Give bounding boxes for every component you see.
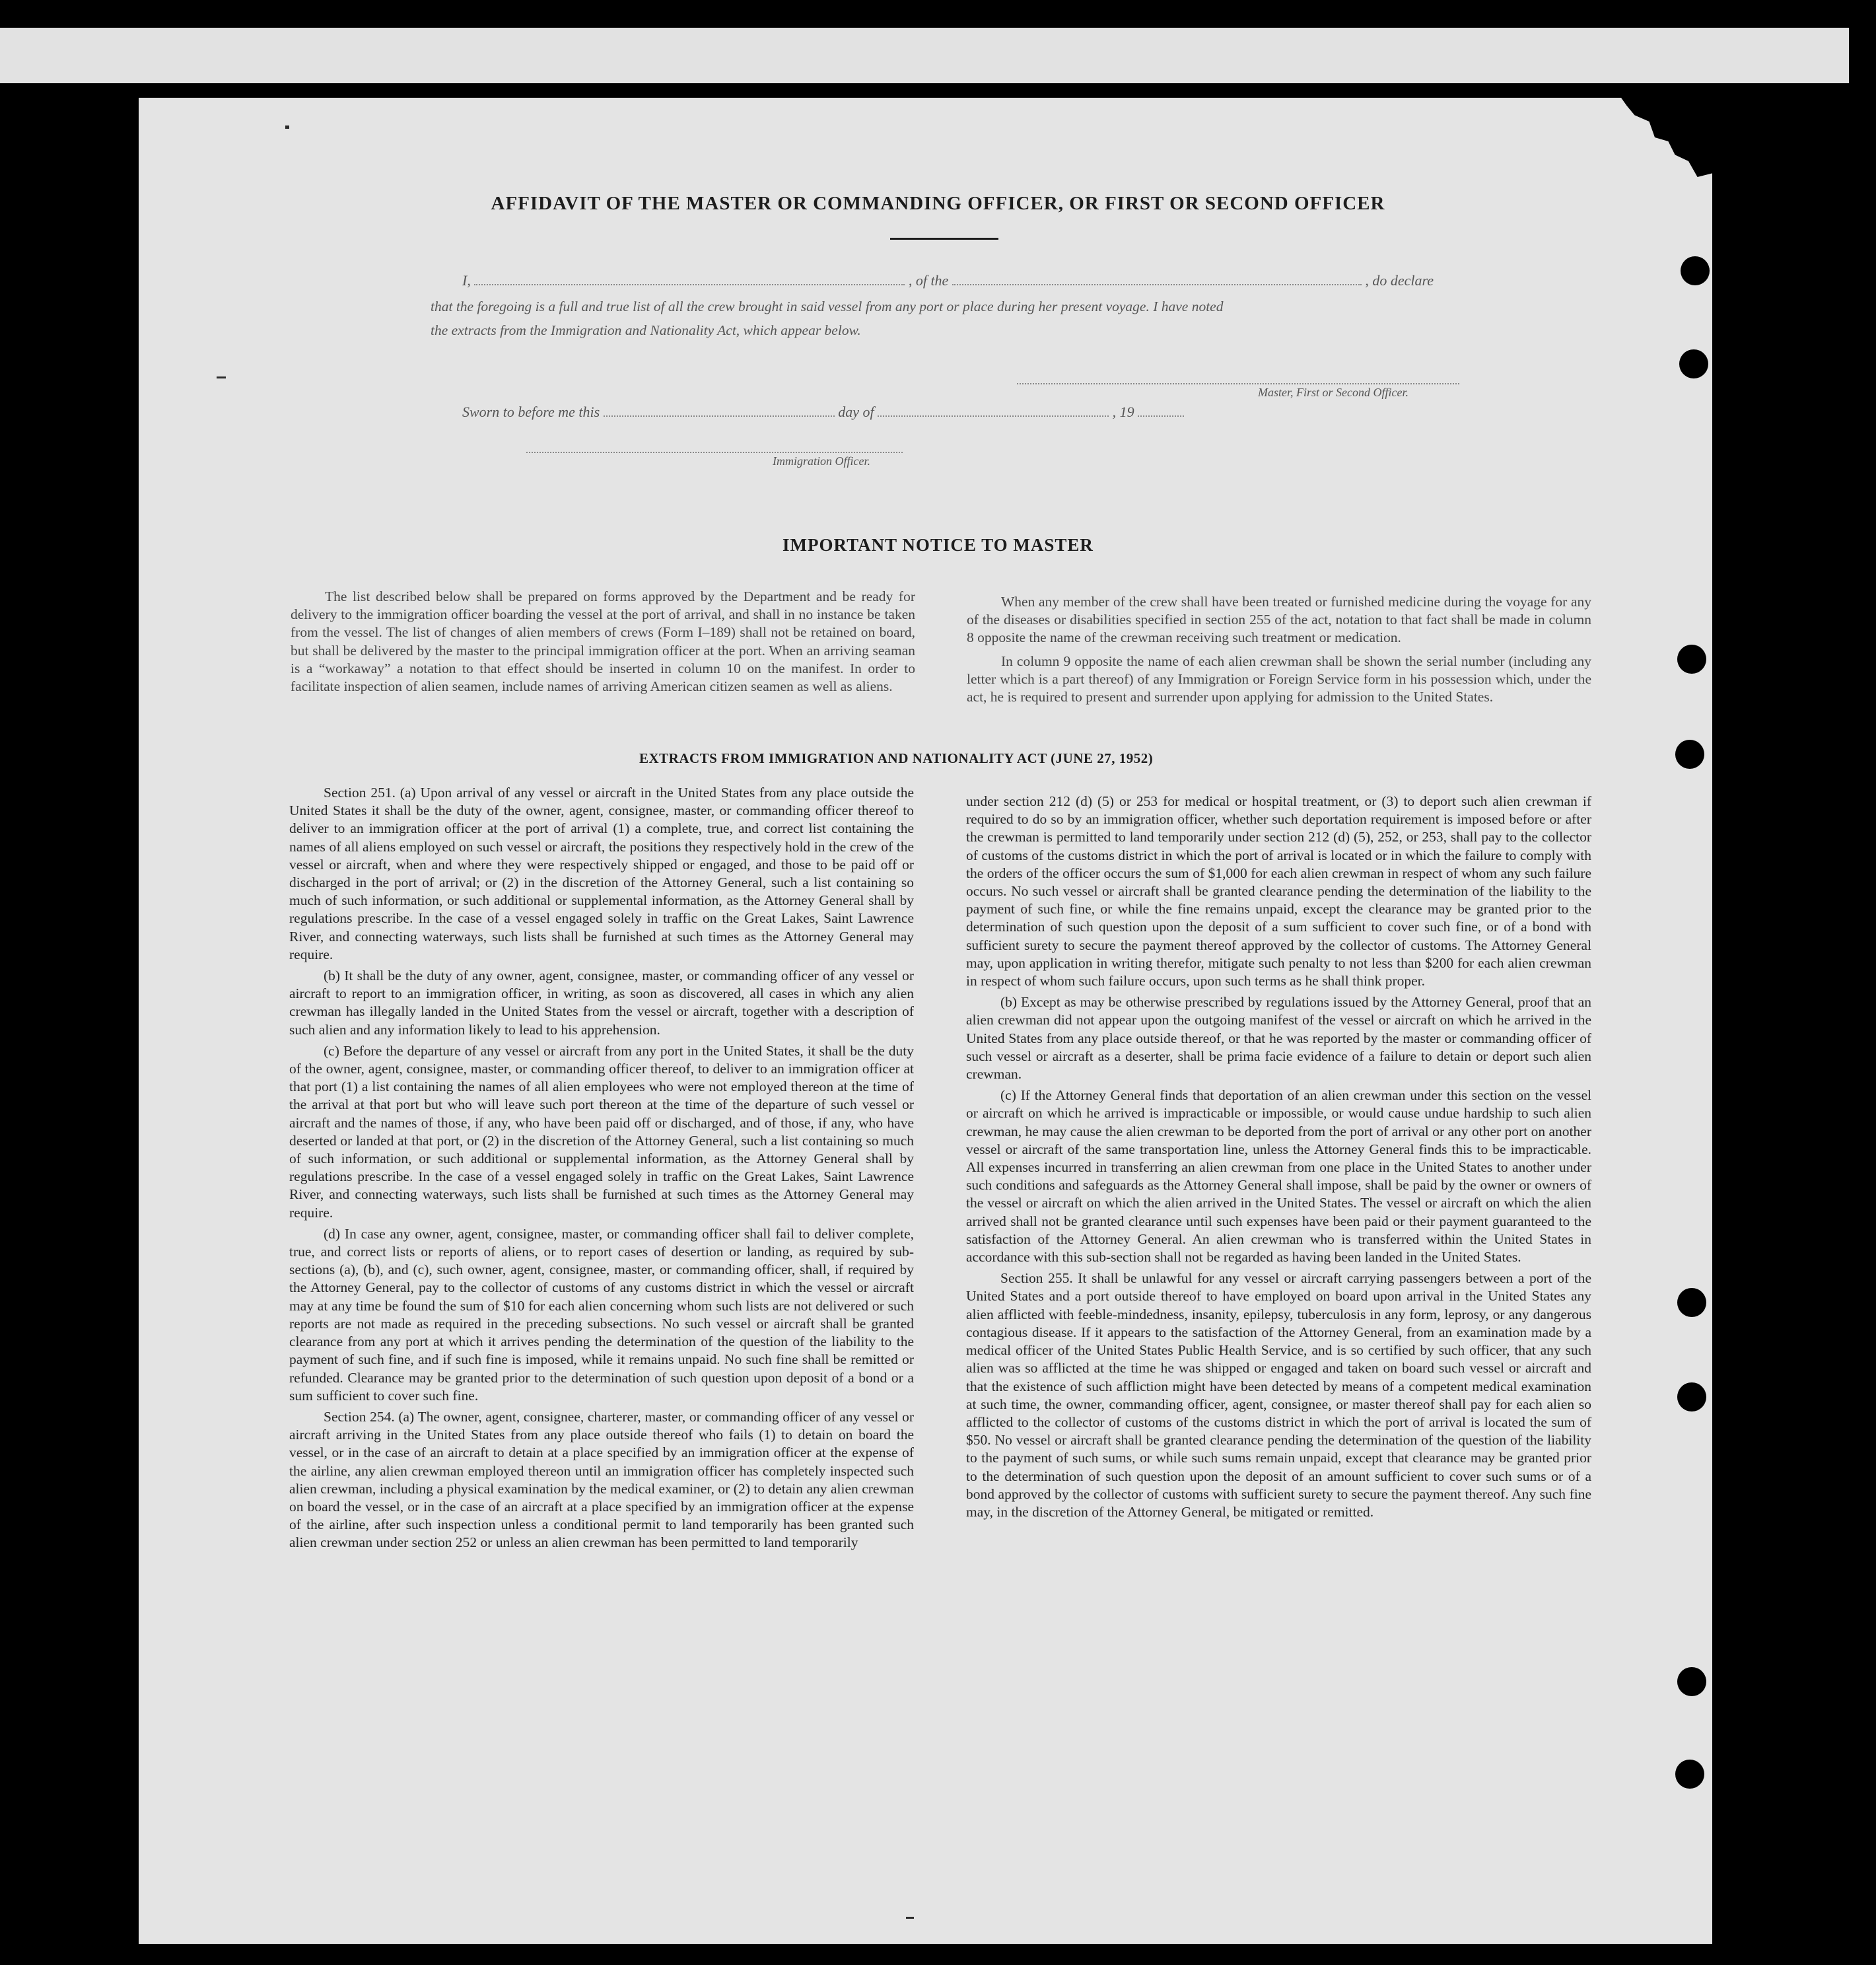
- extracts-left-column: [289, 784, 914, 1555]
- extracts-right-column: [966, 793, 1591, 1524]
- extracts-title: EXTRACTS FROM IMMIGRATION AND NATIONALITY ACT (JUNE 27, 1952): [639, 750, 1154, 766]
- binder-hole: [1675, 1760, 1704, 1789]
- declaration-body-1: that the foregoing is a full and true list of all the crew brought in said vessel from any port or place during her present voyage. I have noted: [431, 299, 1224, 314]
- section-paragraph: Section 255. It shall be unlawful for any vessel or aircraft carrying passengers between a port of the United States and a port outside thereof to have employed on board upon arrival in the United States any alien afflicted with feeble-mindedness, insanity, epilepsy, tuberculosis in any form, leprosy, or any dangerous contagious disease. If it appears to the satisfaction of the Attorney General, from an examination made by a medical officer of the United States Public Health Service, and is so certified by such officer, that any such alien was so afflicted at the time he was shipped or engaged and taken on board such vessel or aircraft and that the existence of such affliction might have been detected by means of a competent medical examination at such time, the owner, commanding officer, agent, consignee, or master thereof shall pay for each alien so afflicted to the collector of customs of the customs district in which the port of arrival is located the sum of $50. No vessel or aircraft shall be granted clearance pending the determination of the question of the liability to the payment of such sums, or while such sums remain unpaid, except that clearance may be granted prior to the determination of such question upon the deposit of an amount sufficient to cover such sums or of a bond approved by the collector of customs with sufficient surety to secure the payment thereof. Any such fine may, in the discretion of the Attorney General, be mitigated or remitted.: [966, 1270, 1591, 1520]
- notice-left-column: [291, 588, 915, 699]
- notice-paragraph: When any member of the crew shall have been treated or furnished medicine during the voyage for any of the diseases or disabilities specified in section 255 of the act, notation to that fact shall be made in column 8 opposite the name of the crewman receiving such treatment or medication.: [967, 594, 1591, 646]
- section-paragraph: (b) It shall be the duty of any owner, agent, consignee, master, or commanding officer of any vessel or aircraft to report to an immigration officer, in writing, as soon as discovered, all cases in which any alien crewman has illegally landed in the United States from the vessel or aircraft, together with a description of such alien and any information likely to lead to his apprehension.: [289, 968, 914, 1038]
- section-paragraph: (c) If the Attorney General finds that deportation of an alien crewman under this section on the vessel or aircraft on which he arrived is impracticable or impossible, or would cause undue hardship to such alien crewman, he may cause the alien crewman to be deported from the port of arrival or any other port on another vessel or aircraft of the same transportation line, unless the Attorney General finds this to be impracticable. All expenses incurred in transferring an alien crewman from one place in the United States to another under such conditions and safeguards as the Attorney General shall impose, shall be paid by the owner or owners of the vessel or aircraft on which the alien arrived in the United States. The vessel or aircraft on which the alien arrived shall not be granted clearance until such expenses have been paid or their payment guaranteed to the satisfaction of the Attorney General. An alien crewman who is transferred within the United States in accordance with this sub-section shall not be regarded as having been landed in the United States.: [966, 1087, 1591, 1266]
- section-paragraph: Section 251. (a) Upon arrival of any vessel or aircraft in the United States from any place outside the United States it shall be the duty of the owner, agent, consignee, master, or commanding officer thereof to deliver to an immigration officer at the port of arrival (1) a complete, true, and correct list containing the names of all aliens employed on such vessel or aircraft, the positions they respectively hold in the crew of the vessel or aircraft, when and where they were respectively shipped or engaged, and those to be paid off or discharged in the port of arrival; or (2) in the discretion of the Attorney General, such a list containing so much of such information, or such additional or supplemental information, as the Attorney General shall by regulations prescribe. In the case of a vessel engaged solely in traffic on the Great Lakes, Saint Lawrence River, and connecting waterways, such lists shall be furnished at such times as the Attorney General may require.: [289, 785, 914, 962]
- binder-hole: [1675, 740, 1704, 769]
- sworn-line: [462, 404, 1184, 421]
- notice-title: IMPORTANT NOTICE TO MASTER: [782, 535, 1094, 555]
- master-signature-line[interactable]: [1017, 383, 1459, 384]
- officer-signature-line[interactable]: [526, 452, 903, 453]
- binder-hole: [1677, 645, 1706, 674]
- day-of-label: day of: [838, 404, 874, 420]
- i-label: I,: [462, 272, 471, 289]
- sworn-year-field[interactable]: [1138, 404, 1184, 417]
- sworn-label: Sworn to before me this: [462, 404, 600, 420]
- officer-caption: Immigration Officer.: [773, 454, 870, 468]
- notice-paragraph: In column 9 opposite the name of each alien crewman shall be shown the serial number (including any letter which is a part thereof) of any Immigration or Foreign Service form in his possession which, under the act, he is required to present and surrender upon applying for admission to the United States.: [967, 653, 1591, 705]
- top-film-strip: [0, 28, 1849, 83]
- binder-hole: [1679, 349, 1708, 378]
- binder-hole: [1677, 1667, 1706, 1696]
- year-label: , 19: [1112, 404, 1134, 420]
- scan-speck: [285, 125, 289, 129]
- section-paragraph: (d) In case any owner, agent, consignee, master, or commanding officer shall fail to deliver complete, true, and correct lists or reports of aliens, or to report cases of desertion or landing, as required by sub-sections (a), (b), and (c), such owner, agent, consignee, master, or commanding officer, shall, if required by the Attorney General, pay to the collector of customs of any customs district in which the vessel or aircraft may at any time be found the sum of $10 for each alien concerning whom such lists are not delivered or such reports are not made as required in the preceding subsections. No such vessel or aircraft shall be granted clearance from any port at which it arrives pending the determination of the question of the liability to the payment of such fine, and if such fine is imposed, while it remains unpaid. No such fine shall be remitted or refunded. Clearance may be granted prior to the determination of such question upon deposit of a bond or a sum sufficient to cover such fine.: [289, 1225, 914, 1404]
- binder-hole: [1681, 256, 1710, 285]
- section-paragraph: (b) Except as may be otherwise prescribed by regulations issued by the Attorney General, proof that an alien crewman did not appear upon the outgoing manifest of the vessel or aircraft on which he arrived in the United States from any place outside thereof, or that he was reported by the master or commanding officer of such vessel or aircraft as a deserter, shall be prima facie evidence of a failure to detain or deport such alien crewman.: [966, 994, 1591, 1083]
- notice-paragraph: The list described below shall be prepared on forms approved by the Department and be ready for delivery to the immigration officer boarding the vessel at the port of arrival, and shall in no instance be taken from the vessel. The list of changes of alien members of crews (Form I–189) shall not be retained on board, but shall be delivered by the master to the principal immigration officer at the port. When an arriving seaman is a “workaway” a notation to that effect should be inserted in column 10 on the manifest. In order to facilitate inspection of alien seamen, include names of arriving American citizen seamen as well as aliens.: [291, 589, 915, 695]
- section-paragraph: Section 254. (a) The owner, agent, consignee, charterer, master, or commanding officer of any vessel or aircraft arriving in the United States from any place outside thereof who fails (1) to detain on board the vessel, or in the case of an aircraft to detain at a place specified by an immigration officer at the expense of the airline, any alien crewman employed thereon until an immigration officer has completely inspected such alien crewman, including a physical examination by the medical examiner, or (2) to detain any alien crewman on board the vessel, or in the case of an aircraft at a place specified by an immigration officer at the expense of the airline, after such inspection unless a conditional permit to land temporarily has been granted such alien crewman under section 252 or unless an alien crewman has been permitted to land temporarily: [289, 1408, 914, 1551]
- binder-hole: [1677, 1288, 1706, 1317]
- scan-speck: [217, 376, 226, 378]
- declaration-line: [462, 272, 1434, 289]
- section-paragraph: under section 212 (d) (5) or 253 for medical or hospital treatment, or (3) to deport such alien crewman if required to do so by an immigration officer, whether such deportation requirement is imposed before or after the crewman is permitted to land temporarily under section 212 (d) (5), 252, or 253, shall pay to the collector of customs of the customs district in which the port of arrival is located or in which the failure to comply with the orders of the officer occurs the sum of $1,000 for each alien crewman in respect of whom any such failure occurs. No such vessel or aircraft shall be granted clearance pending the determination of the liability to the payment of such fine, or while the fine remains unpaid, except the clearance may be granted prior to the determination of such question upon the deposit of a sum sufficient to cover such fine, or of a bond with sufficient surety to secure the payment thereof approved by the collector of customs. The Attorney General may, upon application in writing therefor, mitigate such penalty to not less than $200 for each alien crewman in respect of whom such failure occurs, upon such terms as he shall think proper.: [966, 793, 1591, 989]
- declare-label: , do declare: [1365, 272, 1434, 289]
- name-field[interactable]: [474, 272, 905, 285]
- binder-hole: [1677, 1382, 1706, 1411]
- notice-right-column: [967, 593, 1591, 709]
- declaration-body-2: the extracts from the Immigration and Nationality Act, which appear below.: [431, 322, 861, 338]
- title-rule: [890, 238, 998, 240]
- vessel-field[interactable]: [952, 272, 1362, 285]
- section-paragraph: (c) Before the departure of any vessel or aircraft from any port in the United States, it shall be the duty of the owner, agent, consignee, master, or commanding officer thereof, to deliver to an immigration officer at that port (1) a list containing the names of all alien employees who were not employed thereon at the time of the arrival at that port but who will leave such port thereon at the time of the departure of such vessel or aircraft and the names of those, if any, who have been paid off or discharged, and of those, if any, who have deserted or landed at that port, or (2) in the discretion of the Attorney General, such a list containing so much of such information, or such additional or supplemental information, as the Attorney General shall by regulations prescribe. In the case of a vessel engaged solely in traffic on the Great Lakes, Saint Lawrence River, and connecting waterways, such lists shall be furnished at such times as the Attorney General may require.: [289, 1042, 914, 1221]
- scan-speck: [906, 1917, 914, 1919]
- master-caption: Master, First or Second Officer.: [1258, 386, 1408, 399]
- of-the-label: , of the: [908, 272, 949, 289]
- sworn-day-field[interactable]: [604, 404, 835, 417]
- sworn-month-field[interactable]: [878, 404, 1109, 417]
- affidavit-title: AFFIDAVIT OF THE MASTER OR COMMANDING OFFICER, OR FIRST OR SECOND OFFICER: [491, 193, 1385, 214]
